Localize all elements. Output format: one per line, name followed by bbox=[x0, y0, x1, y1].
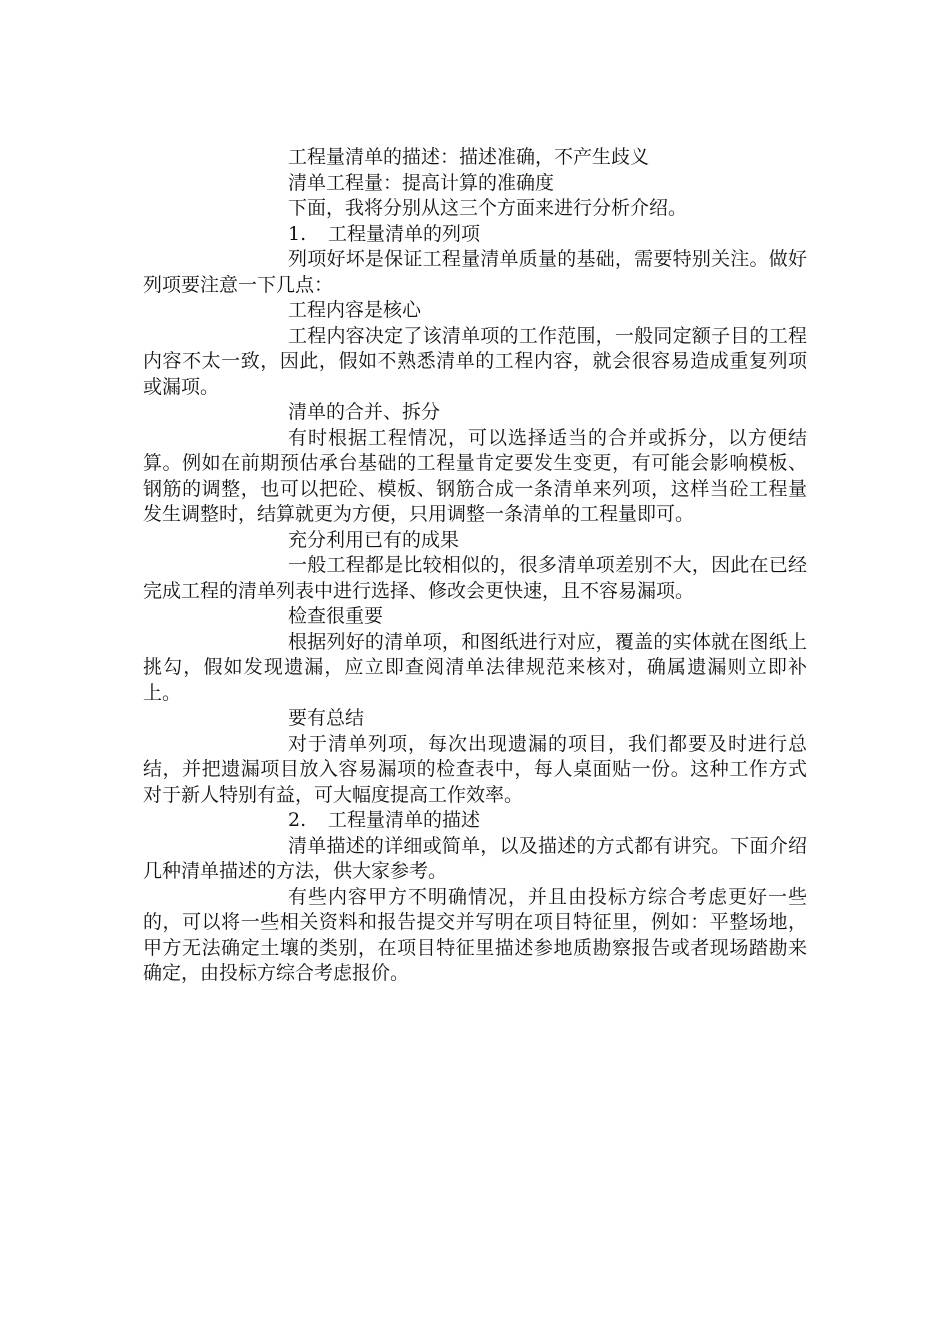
subheading: 要有总结 bbox=[288, 707, 365, 729]
subheading: 清单的合并、拆分 bbox=[288, 401, 441, 423]
paragraph: 列项好坏是保证工程量清单质量的基础，需要特别关注。做好列项要注意一下几点： bbox=[143, 248, 807, 296]
subheading: 工程内容是核心 bbox=[288, 299, 422, 321]
paragraph: 工程内容决定了该清单项的工作范围，一般同定额子目的工程内容不太一致，因此，假如不熟悉清单的工程内容，就会很容易造成重复列项或漏项。 bbox=[143, 324, 807, 398]
section-number: 2. bbox=[288, 809, 307, 831]
paragraph: 根据列好的清单项，和图纸进行对应，覆盖的实体就在图纸上挑勾，假如发现遗漏，应立即查阅清单法律规范来核对，确属遗漏则立即补上。 bbox=[143, 630, 807, 704]
section-number: 1. bbox=[288, 222, 307, 245]
paragraph: 清单工程量：提高计算的准确度 bbox=[288, 171, 555, 194]
paragraph: 清单描述的详细或简单，以及描述的方式都有讲究。下面介绍几种清单描述的方法，供大家参考。 bbox=[143, 834, 807, 882]
section-title: 工程量清单的列项 bbox=[328, 222, 481, 245]
document-body bbox=[143, 145, 807, 987]
section-title: 工程量清单的描述 bbox=[328, 809, 481, 831]
subheading: 充分利用已有的成果 bbox=[288, 528, 460, 551]
paragraph: 工程量清单的描述：描述准确，不产生歧义 bbox=[288, 146, 650, 168]
paragraph: 下面，我将分别从这三个方面来进行分析介绍。 bbox=[288, 197, 688, 219]
paragraph: 对于清单列项，每次出现遗漏的项目，我们都要及时进行总结，并把遗漏项目放入容易漏项的检查表中，每人桌面贴一份。这种工作方式对于新人特别有益，可大幅度提高工作效率。 bbox=[143, 732, 807, 806]
section-heading-1 bbox=[143, 222, 807, 248]
subheading: 检查很重要 bbox=[288, 605, 384, 627]
paragraph: 有时根据工程情况，可以选择适当的合并或拆分，以方便结算。例如在前期预估承台基础的工程量肯定要发生变更，有可能会影响模板、钢筋的调整，也可以把砼、模板、钢筋合成一条清单来列项，这样当砼工程量发生调整时，结算就更为方便，只用调整一条清单的工程量即可。 bbox=[143, 426, 807, 525]
paragraph: 一般工程都是比较相似的，很多清单项差别不大，因此在已经完成工程的清单列表中进行选择、修改会更快速，且不容易漏项。 bbox=[143, 554, 807, 602]
section-heading-2 bbox=[143, 808, 807, 834]
paragraph: 有些内容甲方不明确情况，并且由投标方综合考虑更好一些的，可以将一些相关资料和报告提交并写明在项目特征里，例如：平整场地，甲方无法确定土壤的类别，在项目特征里描述参地质勘察报告或者现场踏勘来确定，由投标方综合考虑报价。 bbox=[143, 885, 807, 984]
